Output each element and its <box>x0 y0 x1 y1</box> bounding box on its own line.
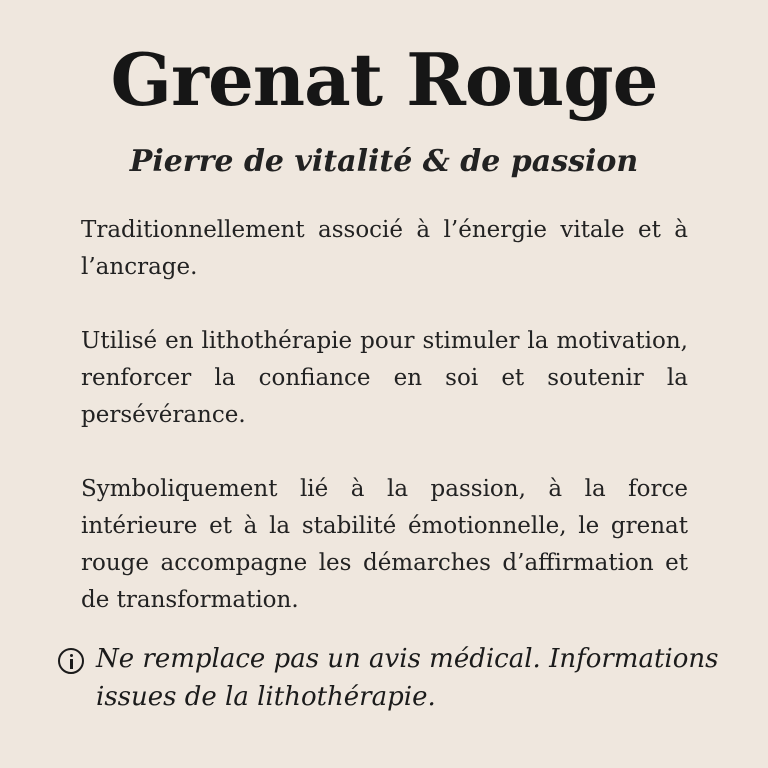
disclaimer <box>58 640 730 716</box>
info-icon <box>58 648 84 674</box>
paragraph-lithotherapy: Utilisé en lithothérapie pour stimuler la motivation, renforcer la confiance en soi et soutenir la persévérance. <box>81 328 688 428</box>
description <box>81 212 688 619</box>
paragraph-symbolism: Symboliquement lié à la passion, à la force intérieure et à la stabilité émotionnelle, le grenat rouge accompagne les démarches d’affirmation et de transformation. <box>81 476 688 613</box>
disclaimer-text: Ne remplace pas un avis médical. Informations issues de la lithothérapie. <box>96 644 719 712</box>
paragraph-energy: Traditionnellement associé à l’énergie vitale et à l’ancrage. <box>81 217 688 280</box>
subtitle: Pierre de vitalité & de passion <box>129 144 639 179</box>
page-title: Grenat Rouge <box>110 37 658 122</box>
